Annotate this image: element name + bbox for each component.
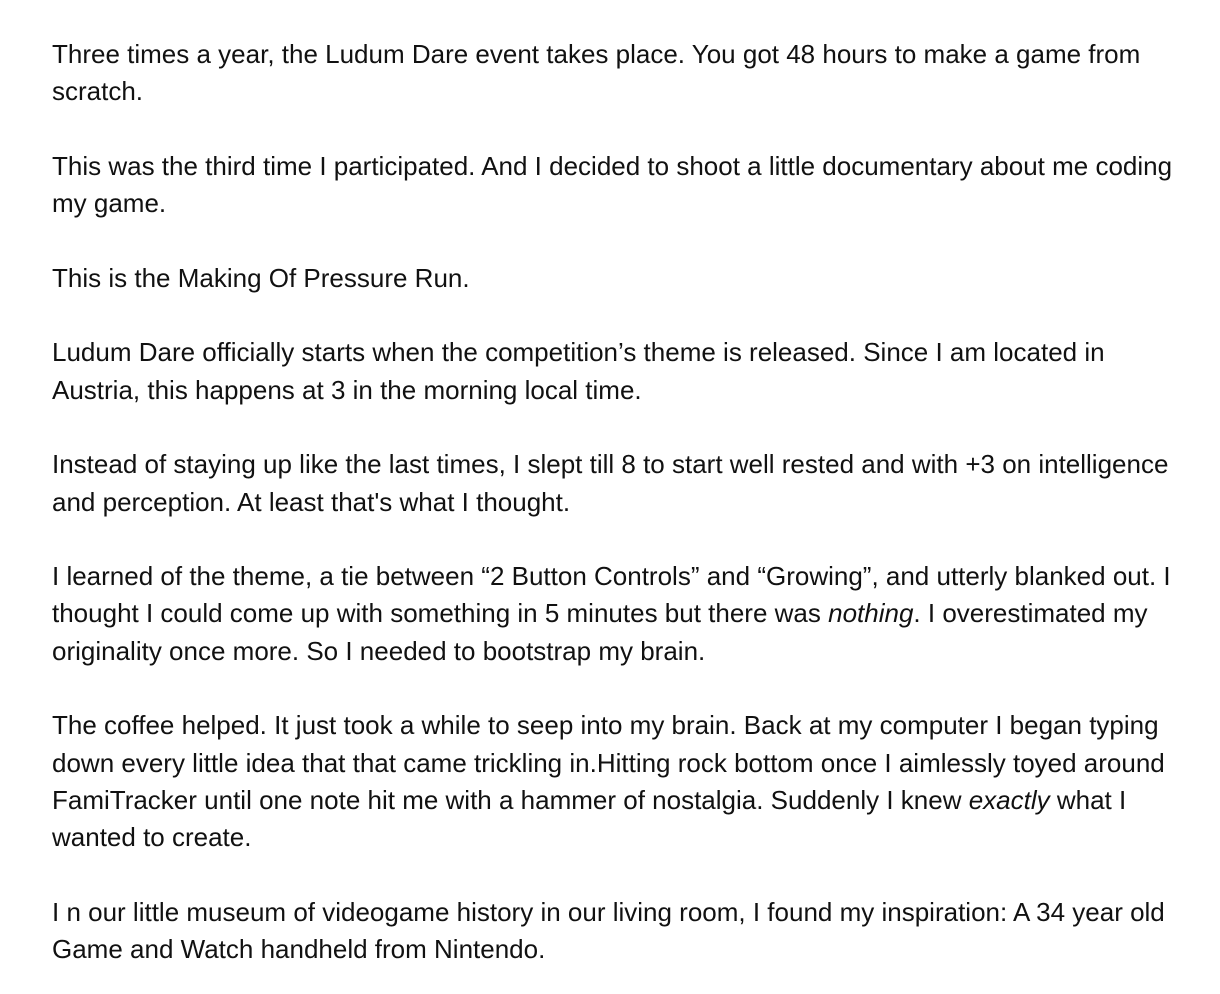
paragraph-coffee-helped xyxy=(52,707,1180,856)
paragraph-text-segment: I learned of the theme, a tie between “2 Button Controls” and “Growing”, and utterly blanked out. I thought I could come up with something in 5 minutes but there was xyxy=(52,561,1171,629)
paragraph-slept-till-eight: Instead of staying up like the last times, I slept till 8 to start well rested and with +3 on intelligence and perception. At least that's what I thought. xyxy=(52,449,1169,517)
paragraph-making-of: This is the Making Of Pressure Run. xyxy=(52,262,470,293)
paragraph-text-segment: what I wanted to create. xyxy=(52,784,1127,853)
emphasis-nothing: nothing xyxy=(828,598,914,629)
paragraph-third-participation: This was the third time I participated. And I decided to shoot a little documentary about me coding my game. xyxy=(52,150,1173,219)
paragraph-theme-release: Ludum Dare officially starts when the competition’s theme is released. Since I am located in Austria, this happens at 3 in the morning local time. xyxy=(52,337,1105,405)
paragraph-learned-theme xyxy=(52,558,1180,670)
paragraph-text-segment: . I overestimated my originality once more. So I needed to bootstrap my brain. xyxy=(52,598,1148,666)
emphasis-exactly: exactly xyxy=(968,784,1050,815)
paragraph-text-segment: The coffee helped. It just took a while to seep into my brain. Back at my computer I began typing down every little idea that that came trickling in.Hitting rock bottom once I aimlessly toyed around FamiTracker until one note hit me with a hammer of nostalgia. Suddenly I knew xyxy=(52,710,1165,815)
paragraph-museum-inspiration: I n our little museum of videogame history in our living room, I found my inspiration: A 34 year old Game and Watch handheld from Nintendo. xyxy=(52,896,1165,965)
paragraph-ludum-dare-intro: Three times a year, the Ludum Dare event takes place. You got 48 hours to make a game from scratch. xyxy=(52,39,1141,107)
